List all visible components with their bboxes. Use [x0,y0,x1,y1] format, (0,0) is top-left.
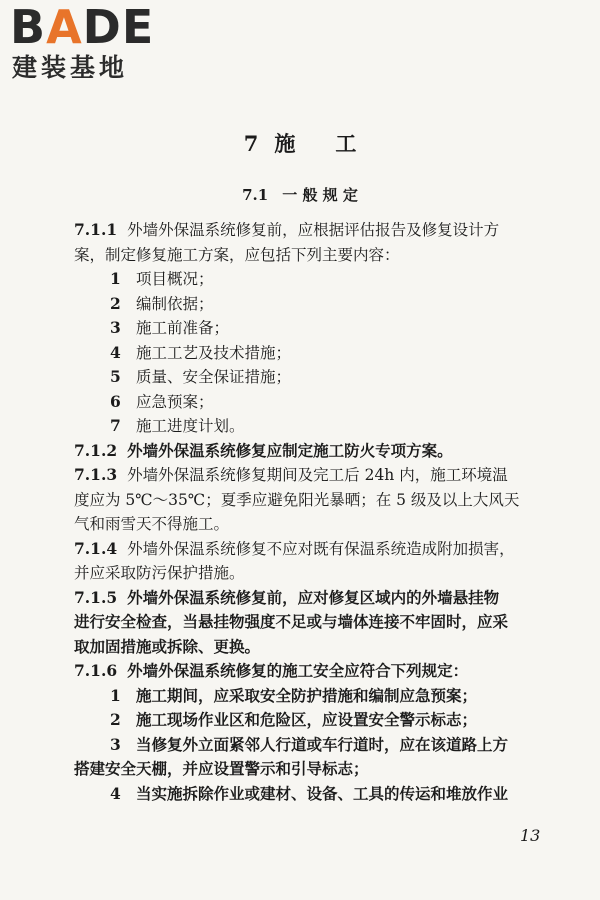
clause-text-cont: 气和雨雪天不得施工。 [74,515,230,533]
clause-text: 外墙外保温系统修复应制定施工防火专项方案。 [127,440,453,460]
list-item: 5 质量、安全保证措施； [110,367,292,386]
clause-text: 外墙外保温系统修复期间及完工后 24h 内，施工环境温 [127,466,508,484]
clause-7-1-5 [74,586,564,611]
chapter-title [0,128,600,158]
clause-text-cont: 案，制定修复施工方案，应包括下列主要内容： [74,245,400,264]
logo-wordmark: BADE [10,0,155,54]
chapter-title-char1: 施 [274,131,296,156]
list-item: 4 当实施拆除作业或建材、设备、工具的传运和堆放作业 [110,783,509,803]
clause-number: 7.1.3 [74,465,118,484]
clause-number: 7.1.1 [74,220,118,239]
list-item: 2 编制依据； [110,293,214,313]
list-item: 2 施工现场作业区和危险区，应设置安全警示标志； [110,710,478,729]
list-item: 3 施工前准备； [110,318,230,337]
clause-7-1-1 [74,218,564,243]
clause-text-cont: 度应为 5℃～35℃；夏季应避免阳光暴晒；在 5 级及以上大风天 [74,490,520,509]
clause-number: 7.1.2 [74,440,118,460]
list-item: 6 应急预案； [110,391,214,411]
document-body [74,218,564,806]
section-title [0,184,600,205]
clause-text-cont: 取加固措施或拆除、更换。 [74,636,261,656]
clause-text: 外墙外保温系统修复的施工安全应符合下列规定： [127,661,469,680]
bade-logo [8,2,178,84]
clause-7-1-3 [74,463,564,488]
clause-text: 外墙外保温系统修复前，应对修复区域内的外墙悬挂物 [127,587,500,607]
list-item-cont: 搭建安全天棚，并应设置警示和引导标志； [74,759,369,778]
section-heading: 一 般 规 定 [282,186,358,204]
list-item: 3 当修复外立面紧邻人行道或车行道时，应在该道路上方 [110,734,509,754]
list-item: 7 施工进度计划。 [110,416,245,435]
clause-text-cont: 并应采取防污保护措施。 [74,564,245,582]
clause-7-1-4 [74,537,564,562]
clause-7-1-2 [74,439,564,464]
clause-number: 7.1.4 [74,538,118,558]
clause-number: 7.1.6 [74,661,118,680]
page-number: 13 [520,826,541,845]
list-item: 1 项目概况； [110,269,214,288]
section-number: 7.1 [242,186,269,204]
chapter-title-char2: 工 [335,131,357,156]
clause-text: 外墙外保温系统修复不应对既有保温系统造成附加损害， [127,539,515,558]
list-item: 4 施工工艺及技术措施； [110,342,292,362]
list-item: 1 施工期间，应采取安全防护措施和编制应急预案； [110,685,478,705]
clause-number: 7.1.5 [74,587,118,607]
clause-text: 外墙外保温系统修复前，应根据评估报告及修复设计方 [127,221,500,239]
clause-text-cont: 进行安全检查，当悬挂物强度不足或与墙体连接不牢固时，应采 [74,612,509,631]
clause-7-1-6 [74,659,564,684]
logo-subtitle: 建装基地 [12,53,129,82]
chapter-number: 7 [243,131,259,156]
